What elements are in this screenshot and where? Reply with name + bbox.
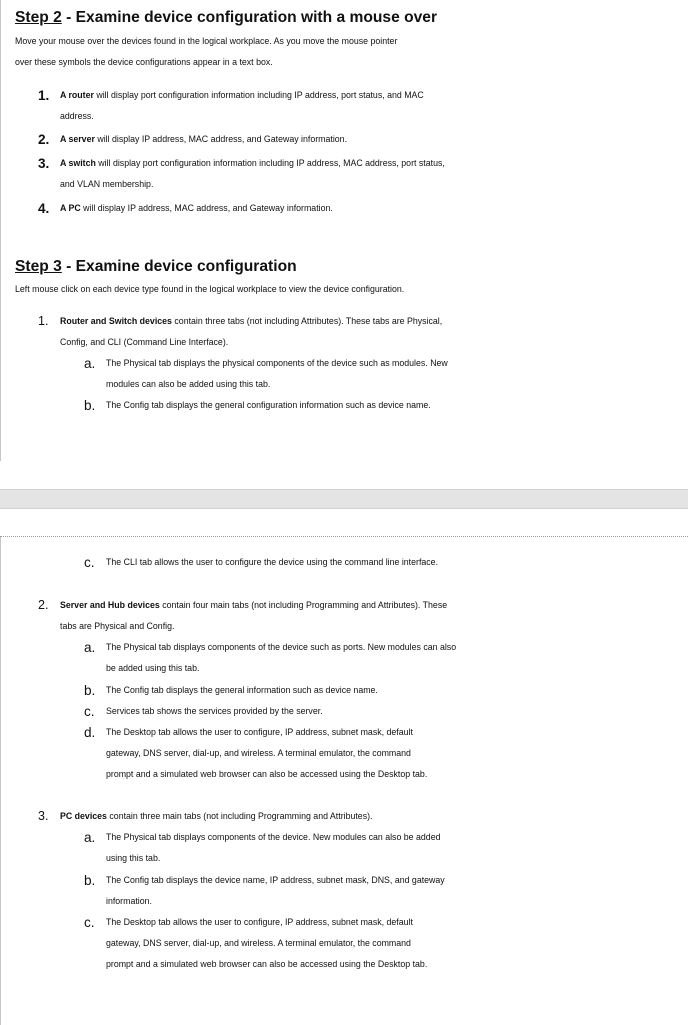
step3-item1-sub-b	[0, 395, 688, 416]
step2-list-item-4	[0, 198, 688, 219]
sub-letter: b.	[84, 683, 96, 698]
step3-list-item-2	[0, 595, 688, 637]
sub-text: The Config tab displays the general configuration information such as device name.	[106, 400, 431, 410]
item-bold-label: A PC	[60, 203, 81, 213]
step3-item2-sub-c	[0, 701, 688, 722]
page-break-strip	[0, 489, 688, 509]
item-bold-label: Server and Hub devices	[60, 600, 160, 610]
list-number: 2.	[38, 132, 50, 147]
item-text: will display IP address, MAC address, and Gateway information.	[80, 203, 333, 213]
item-bold-label: A router	[60, 90, 94, 100]
step3-list-item-3	[0, 806, 688, 827]
item-text: contain four main tabs (not including Programming and Attributes). These	[159, 600, 448, 610]
step3-title: - Examine device configuration	[61, 258, 297, 275]
sub-letter: c.	[84, 915, 95, 930]
sub-text: The Desktop tab allows the user to configure, IP address, subnet mask, default	[106, 727, 413, 737]
item-text: contain three tabs (not including Attributes). These tabs are Physical,	[171, 316, 443, 326]
step3-item1-sub-c	[0, 552, 688, 573]
step2-label: Step 2	[15, 9, 62, 26]
sub-text: The Config tab displays the device name, IP address, subnet mask, DNS, and gateway	[106, 875, 445, 885]
item-text: will display IP address, MAC address, and Gateway information.	[94, 134, 348, 144]
sub-text: The Config tab displays the general information such as device name.	[106, 685, 378, 695]
list-number: 4.	[38, 201, 50, 216]
step3-item2-sub-d	[0, 722, 688, 785]
item-bold-label: PC devices	[60, 811, 107, 821]
sub-text-cont: modules can also be added using this tab.	[106, 379, 271, 389]
item-text: will display port configuration information including IP address, port status, and MAC	[93, 90, 424, 100]
sub-letter: a.	[84, 356, 96, 371]
list-number: 3.	[38, 809, 49, 823]
sub-letter: a.	[84, 640, 96, 655]
step2-intro-line-1: Move your mouse over the devices found in the logical workplace. As you move the mouse pointer	[15, 36, 398, 46]
step2-list-item-1	[0, 85, 688, 127]
item-text-cont: address.	[60, 111, 94, 121]
step2-list-item-3	[0, 153, 688, 195]
sub-text-cont: information.	[106, 896, 152, 906]
sub-letter: b.	[84, 873, 96, 888]
sub-text-cont: prompt and a simulated web browser can also be accessed using the Desktop tab.	[106, 769, 428, 779]
item-text: will display port configuration information including IP address, MAC address, port status,	[95, 158, 445, 168]
list-number: 3.	[38, 156, 50, 171]
list-number: 1.	[38, 88, 50, 103]
item-bold-label: Router and Switch devices	[60, 316, 172, 326]
item-text-cont: and VLAN membership.	[60, 179, 154, 189]
step3-item3-sub-a	[0, 827, 688, 869]
list-number: 2.	[38, 598, 49, 612]
sub-text: Services tab shows the services provided by the server.	[106, 706, 323, 716]
step3-list-item-1	[0, 311, 688, 353]
sub-letter: b.	[84, 398, 96, 413]
document-page-1	[0, 0, 688, 462]
item-text-cont: Config, and CLI (Command Line Interface).	[60, 337, 229, 347]
sub-text-cont: using this tab.	[106, 853, 161, 863]
sub-text-cont: gateway, DNS server, dial-up, and wireless. A terminal emulator, the command	[106, 938, 411, 948]
sub-text: The Desktop tab allows the user to configure, IP address, subnet mask, default	[106, 917, 413, 927]
item-text: contain three main tabs (not including Programming and Attributes).	[106, 811, 373, 821]
page-break-gap	[0, 461, 688, 536]
step2-heading	[0, 7, 688, 28]
sub-text: The Physical tab displays components of the device such as ports. New modules can also	[106, 642, 457, 652]
step3-item1-sub-a	[0, 353, 688, 395]
list-number: 1.	[38, 314, 49, 328]
step3-intro-line: Left mouse click on each device type found in the logical workplace to view the device configuration.	[15, 284, 405, 294]
step3-label: Step 3	[15, 258, 62, 275]
step3-item3-sub-b	[0, 870, 688, 912]
sub-text: The CLI tab allows the user to configure the device using the command line interface.	[106, 557, 439, 567]
step2-title: - Examine device configuration with a mouse over	[61, 9, 438, 26]
step3-heading	[0, 256, 688, 277]
step2-intro-line-2: over these symbols the device configurations appear in a text box.	[15, 57, 273, 67]
sub-text: The Physical tab displays the physical components of the device such as modules. New	[106, 358, 448, 368]
sub-letter: d.	[84, 725, 96, 740]
item-bold-label: A server	[60, 134, 95, 144]
sub-text-cont: be added using this tab.	[106, 663, 200, 673]
step2-intro	[0, 31, 688, 73]
step3-item3-sub-c	[0, 912, 688, 975]
sub-text: The Physical tab displays components of the device. New modules can also be added	[106, 832, 441, 842]
sub-letter: c.	[84, 704, 95, 719]
step3-item2-sub-b	[0, 680, 688, 701]
step3-intro	[0, 279, 688, 300]
sub-letter: a.	[84, 830, 96, 845]
item-bold-label: A switch	[60, 158, 96, 168]
sub-text-cont: prompt and a simulated web browser can also be accessed using the Desktop tab.	[106, 959, 428, 969]
sub-letter: c.	[84, 555, 95, 570]
step2-list-item-2	[0, 129, 688, 150]
sub-text-cont: gateway, DNS server, dial-up, and wireless. A terminal emulator, the command	[106, 748, 411, 758]
item-text-cont: tabs are Physical and Config.	[60, 621, 175, 631]
document-page-2	[0, 536, 688, 1025]
step3-item2-sub-a	[0, 637, 688, 679]
